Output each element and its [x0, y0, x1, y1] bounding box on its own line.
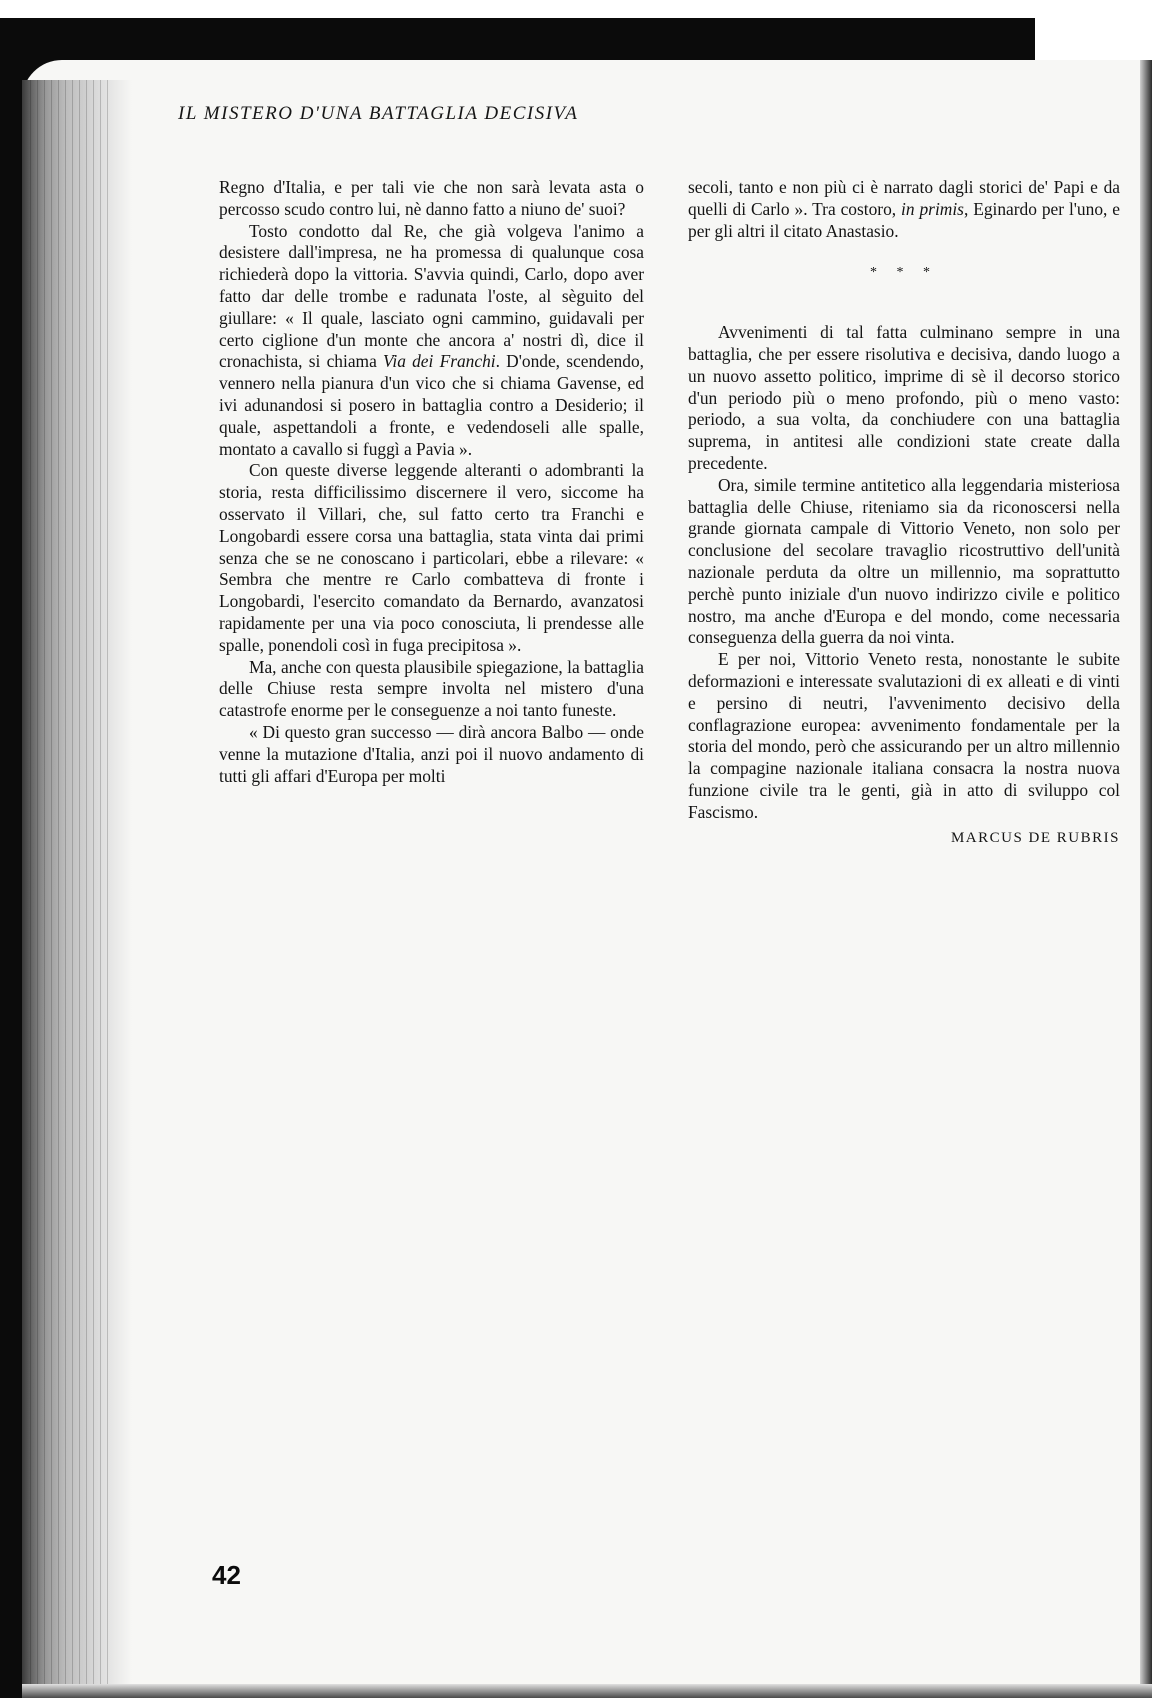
left-column: [219, 177, 644, 787]
paragraph: « Di questo gran successo — dirà ancora Balbo — onde venne la mutazione d'Italia, anzi poi il nuovo andamento di tutti gli affari d'Europa per molti: [219, 721, 644, 786]
right-column: [688, 177, 1120, 849]
paragraph: Regno d'Italia, e per tali vie che non sarà levata asta o percosso scudo contro lui, nè danno fatto a niuno de' suoi?: [219, 177, 644, 219]
section-separator: * * *: [870, 265, 938, 281]
page-right-edge: [1140, 60, 1152, 1698]
paragraph: [219, 221, 644, 461]
paragraph: Con queste diverse leggende alteranti o adombranti la storia, resta difficilissimo discernere il vero, siccome ha osservato il Villari, che, sul fatto certo tra Franchi e Longobardi essere corsa una battaglia, stata vinta dai primi senza che se ne conoscano i particolari, ebbe a rilevare: « Sembra che mentre re Carlo combatteva di fronte i Longobardi, l'esercito comandato da Bernardo, avanzatosi rapidamente per una via poco conosciuta, li prendesse alle spalle, ponendoli così in fuga precipitosa ».: [219, 460, 644, 655]
running-title: IL MISTERO D'UNA BATTAGLIA DECISIVA: [178, 103, 579, 124]
page-edge-lines: [30, 80, 110, 1698]
paragraph: [688, 177, 1120, 242]
emphasis-text: Via dei Franchi: [383, 351, 496, 372]
page-bottom-edge: [22, 1684, 1152, 1698]
page-number: 42: [212, 1560, 241, 1590]
paragraph: Avvenimenti di tal fatta culminano sempre in una battaglia, che per essere risolutiva e decisiva, dando luogo a un nuovo assetto politico, imprime di sè il decorso storico d'un periodo più o meno profondo, più o meno vasto: periodo, a sua volta, da conchiudere con una battaglia suprema, in antitesi alle condizioni state create dalla precedente.: [688, 322, 1120, 473]
paragraph-text: , Eginardo per l'uno, e per gli altri il citato Anastasio.: [688, 198, 1120, 241]
paragraph-text: . D'onde, scendendo, vennero nella pianura d'un vico che si chiama Gavense, ed ivi adunandosi si posero in battaglia contro a Desiderio; il quale, aspettandoli a fronte, e vedendoseli alle spalle, montato a cavallo si fuggì a Pavia ».: [219, 351, 644, 459]
paragraph: Ora, simile termine antitetico alla leggendaria misteriosa battaglia delle Chiuse, riteniamo sia da riconoscersi nella grande giornata campale di Vittorio Veneto, non solo per conclusione del secolare travaglio ricostruttivo dell'unità nazionale perduta da oltre un millennio, ma soprattutto perchè punto iniziale d'un nuovo indirizzo civile e politico nostro, ma anche d'Europa e del mondo, come necessaria conseguenza della guerra da noi vinta.: [688, 474, 1120, 648]
author-signature: MARCUS DE RUBRIS: [950, 829, 1120, 846]
paragraph-text: Tosto condotto dal Re, che già volgeva l'animo a desistere dall'impresa, ne ha promessa di qualunque cosa richiederà dopo la vittoria. S'avvia quindi, Carlo, dopo aver fatto dar delle trombe e radunata l'oste, al sèguito del giullare: « Il quale, lasciato ogni cammino, guidavali per certo ciglione d'un monte che ancora a' nostri dì, dice il cronachista, si chiama: [219, 220, 644, 372]
paragraph: Ma, anche con questa plausibile spiegazione, la battaglia delle Chiuse resta sempre involta nel mistero d'una catastrofe enorme per le conseguenze a noi tanto funeste.: [219, 656, 644, 721]
paragraph-text: secoli, tanto e non più ci è narrato dagli storici de' Papi e da quelli di Carlo ». Tra costoro,: [688, 177, 1120, 219]
scan-border-left: [0, 18, 22, 1698]
paragraph: E per noi, Vittorio Veneto resta, nonostante le subite deformazioni e interessate svalutazioni di ex alleati e di vinti e persino di neutri, l'avvenimento decisivo della conflagrazione europea: avvenimento fondamentale per la storia del mondo, però che assicurando per un altro millennio la compagine nazionale italiana consacra la nostra nuova funzione civile tra le genti, già in atto di sviluppo col Fascismo.: [688, 649, 1120, 822]
scan-margin-top: [0, 0, 1152, 18]
scan-margin-corner: [1035, 18, 1152, 58]
emphasis-text: in primis: [901, 198, 964, 219]
